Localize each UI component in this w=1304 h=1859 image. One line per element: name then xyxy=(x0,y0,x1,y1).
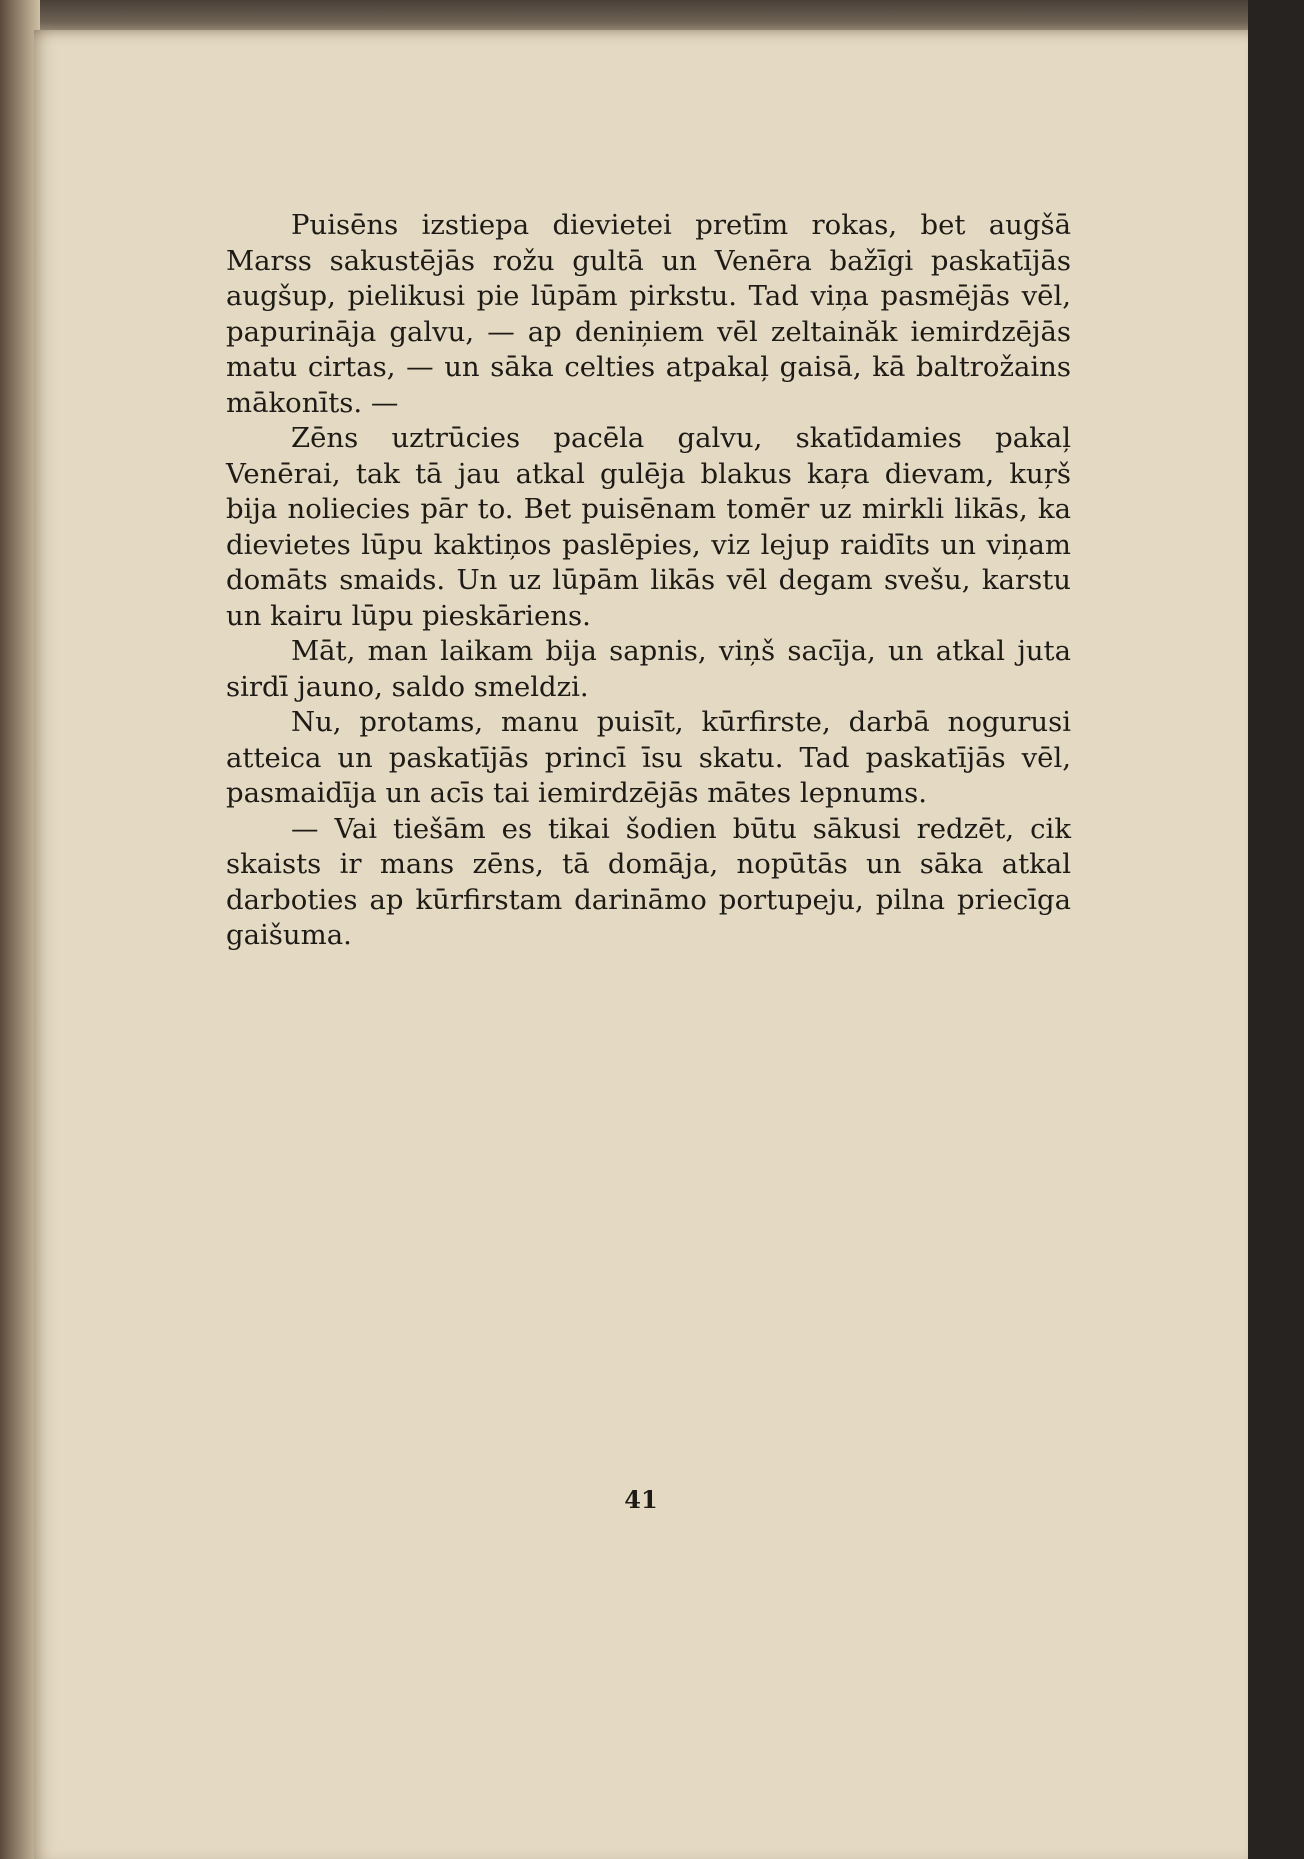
paragraph: Māt, man laikam bija sapnis, viņš sacīja, un atkal juta sirdī jauno, saldo smeldzi. xyxy=(226,635,1071,703)
body-text xyxy=(226,208,1071,954)
scan-background xyxy=(1248,0,1304,1859)
page-paper xyxy=(34,30,1248,1859)
paragraph: — Vai tiešām es tikai šodien būtu sākusi redzēt, cik skaists ir mans zēns, tā domāja, nopūtās un sāka atkal darboties ap kūrfirstam darināmo portupeju, pilna priecīga gaišuma. xyxy=(226,812,1071,951)
paragraph: Puisēns izstiepa dievietei pretīm rokas, bet augšā Marss sakustējās rožu gultā un Venēra bažīgi paskatījās augšup, pielikusi pie lūpām pirkstu. Tad viņa pasmējās vēl, papurināja galvu, — ap deniņiem vēl zeltainăk iemirdzējās matu cirtas, — un sāka celties atpakaļ gaisā, kā baltrožains mākonīts. — xyxy=(226,209,1071,419)
paragraph: Nu, protams, manu puisīt, kūrfirste, darbā nogurusi atteica un paskatījās princī īsu skatu. Tad paskatījās vēl, pasmaidīja un acīs tai iemirdzējās mātes lepnums. xyxy=(226,706,1071,809)
paragraph: Zēns uztrūcies pacēla galvu, skatīdamies pakaļ Venērai, tak tā jau atkal gulēja blakus kaŗa dievam, kuŗš bija noliecies pār to. Bet puisēnam tomēr uz mirkli likās, ka dievietes lūpu kaktiņos paslēpies, viz lejup raidīts un viņam domāts smaids. Un uz lūpām likās vēl degam svešu, karstu un kairu lūpu pieskāriens. xyxy=(226,422,1071,632)
page-number: 41 xyxy=(624,1485,658,1514)
